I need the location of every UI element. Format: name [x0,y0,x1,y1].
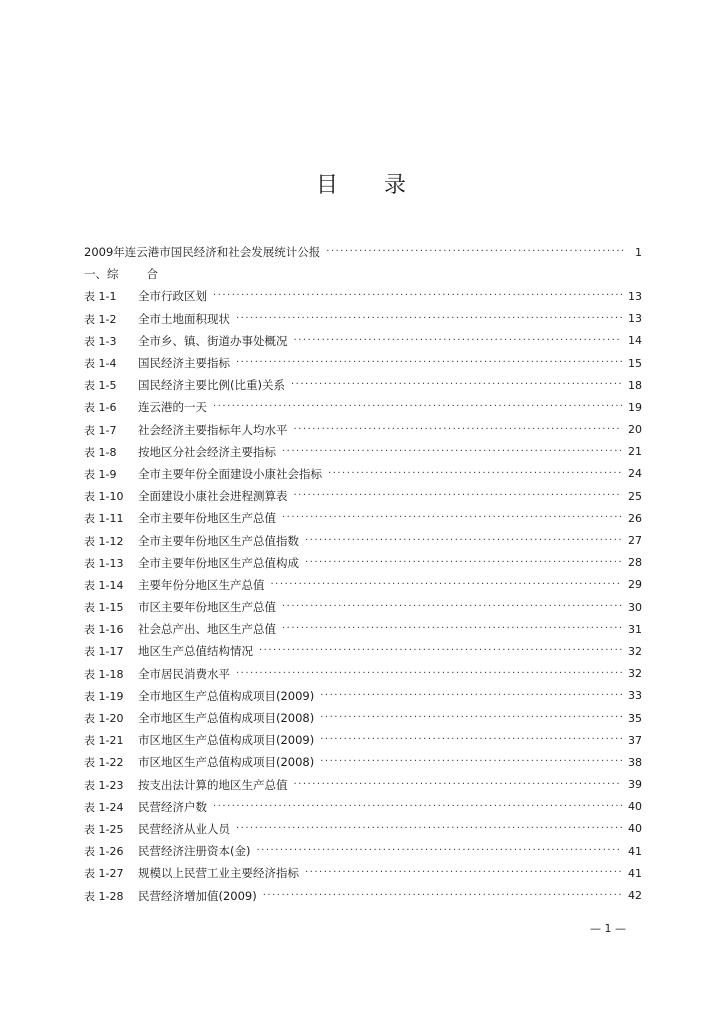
leader-dots [328,469,622,479]
toc-entry-label: 全市主要年份全面建设小康社会指标 [138,466,322,481]
toc-entry-label: 民营经济注册资本(金) [138,844,251,859]
toc-entry-row[interactable] [84,441,642,463]
toc-entry-page: 35 [628,711,642,725]
toc-entry-row[interactable] [84,685,642,707]
leader-dots [282,447,622,457]
toc-entry-page: 25 [628,489,642,503]
leader-dots [320,757,622,767]
leader-dots [294,491,623,501]
toc-entry-number: 表 1-6 [84,401,117,415]
toc-entry-number: 表 1-22 [84,756,124,770]
toc-entry-number: 表 1-2 [84,312,117,326]
toc-entry-row[interactable] [84,419,642,441]
toc-entry-number: 表 1-20 [84,712,124,726]
toc-entry-row[interactable] [84,552,642,574]
leader-dots [213,291,622,301]
toc-entry-number: 表 1-10 [84,490,124,504]
toc-entry-row[interactable] [84,308,642,330]
toc-entry-page: 28 [628,556,642,570]
toc-entry-label: 市区地区生产总值构成项目(2008) [138,755,315,770]
toc-entry-number: 表 1-13 [84,556,124,570]
page-title [0,168,724,199]
toc-entry-page: 20 [628,423,642,437]
toc-entry-row[interactable] [84,463,642,485]
toc-entry-number: 表 1-21 [84,734,124,748]
toc-entry-number: 表 1-12 [84,534,124,548]
toc-entry-page: 37 [628,733,642,747]
toc-entry-number: 表 1-16 [84,623,124,637]
toc-intro-label: 2009年连云港市国民经济和社会发展统计公报 [84,245,321,260]
leader-dots [282,513,622,523]
toc-entry-page: 31 [628,622,642,636]
toc-entry-page: 40 [628,800,642,814]
leader-dots [282,624,622,634]
toc-entry-page: 30 [628,600,642,614]
toc-entry-number: 表 1-1 [84,290,117,304]
toc-entry-number: 表 1-8 [84,445,117,459]
toc-entry-page: 14 [628,334,642,348]
toc-entry-label: 地区生产总值结构情况 [138,644,253,659]
toc-entry-row[interactable] [84,640,642,662]
toc-section-heading [84,263,642,285]
toc-entry-page: 32 [628,644,642,658]
leader-dots [305,536,622,546]
toc-entry-label: 全市居民消费水平 [138,666,230,681]
title-part-2: 录 [384,173,409,198]
toc-entry-page: 29 [628,578,642,592]
toc-intro-row[interactable] [84,241,642,263]
toc-entry-label: 社会总产出、地区生产总值 [138,622,276,637]
leader-dots [263,891,622,901]
leader-dots [320,691,622,701]
toc-entry-label: 全市主要年份地区生产总值构成 [138,555,299,570]
toc-entry-number: 表 1-24 [84,800,124,814]
toc-entry-label: 市区地区生产总值构成项目(2009) [138,733,315,748]
leader-dots [294,425,623,435]
toc-entry-row[interactable] [84,596,642,618]
toc-entry-label: 民营经济从业人员 [138,821,230,836]
toc-entry-page: 21 [628,445,642,459]
toc-entry-row[interactable] [84,507,642,529]
toc-entry-row[interactable] [84,818,642,840]
toc-entry-page: 41 [628,844,642,858]
toc-entry-page: 15 [628,356,642,370]
toc-entry-row[interactable] [84,862,642,884]
section-prefix: 一、综 [84,267,119,282]
toc-entry-number: 表 1-18 [84,667,124,681]
toc-entry-label: 国民经济主要比例(比重)关系 [138,378,285,393]
title-part-1: 目 [315,173,340,198]
toc-entry-number: 表 1-25 [84,822,124,836]
toc-entry-page: 27 [628,534,642,548]
toc-entry-label: 全市主要年份地区生产总值指数 [138,533,299,548]
toc-entry-row[interactable] [84,352,642,374]
toc-entry-row[interactable] [84,729,642,751]
toc-entry-number: 表 1-14 [84,578,124,592]
toc-entry-number: 表 1-11 [84,512,124,526]
toc-entry-page: 41 [628,866,642,880]
toc-entry-number: 表 1-17 [84,645,124,659]
leader-dots [320,713,622,723]
toc-entry-row[interactable] [84,574,642,596]
toc-entry-page: 42 [628,889,642,903]
toc-entry-number: 表 1-9 [84,467,117,481]
toc-entry-page: 18 [628,378,642,392]
toc-intro-page: 1 [635,245,642,259]
toc-entry-row[interactable] [84,396,642,418]
toc-entry-label: 民营经济户数 [138,799,207,814]
leader-dots [294,780,623,790]
toc-entry-row[interactable] [84,529,642,551]
leader-dots [213,402,622,412]
toc-entry-number: 表 1-15 [84,601,124,615]
toc-entry-page: 24 [628,467,642,481]
toc-entry-row[interactable] [84,707,642,729]
toc-entry-page: 33 [628,689,642,703]
toc-entry-row[interactable] [84,618,642,640]
toc-entry-label: 市区主要年份地区生产总值 [138,600,276,615]
toc-entry-page: 13 [628,312,642,326]
toc-entry-number: 表 1-4 [84,357,117,371]
toc-entry-label: 全市地区生产总值构成项目(2009) [138,688,315,703]
toc-entry-row[interactable] [84,840,642,862]
leader-dots [305,558,622,568]
leader-dots [320,735,622,745]
toc-entry-number: 表 1-26 [84,845,124,859]
toc-entry-row[interactable] [84,663,642,685]
leader-dots [236,669,622,679]
toc-entry-label: 全市行政区划 [138,289,207,304]
leader-dots [256,846,622,856]
toc-entry-row[interactable] [84,774,642,796]
toc-entry-label: 连云港的一天 [138,400,207,415]
toc-entry-number: 表 1-7 [84,423,117,437]
leader-dots [305,868,622,878]
toc-entry-number: 表 1-28 [84,889,124,903]
toc-entry-row[interactable] [84,285,642,307]
leader-dots [291,380,622,390]
toc-entry-label: 民营经济增加值(2009) [138,888,257,903]
toc-entry-label: 主要年份分地区生产总值 [138,577,265,592]
toc-entry-row[interactable] [84,330,642,352]
toc-entry-page: 32 [628,667,642,681]
toc-entry-label: 按支出法计算的地区生产总值 [138,777,288,792]
table-of-contents [84,241,642,907]
leader-dots [236,358,622,368]
toc-entry-row[interactable] [84,796,642,818]
leader-dots [236,824,622,834]
page-number-footer: — 1 — [590,922,626,935]
toc-entry-label: 全市主要年份地区生产总值 [138,511,276,526]
leader-dots [271,580,623,590]
toc-entry-row[interactable] [84,374,642,396]
toc-entry-number: 表 1-23 [84,778,124,792]
toc-entry-page: 26 [628,511,642,525]
toc-entry-row[interactable] [84,485,642,507]
toc-entry-label: 规模以上民营工业主要经济指标 [138,866,299,881]
toc-entry-row[interactable] [84,751,642,773]
leader-dots [236,314,622,324]
toc-entry-number: 表 1-19 [84,689,124,703]
toc-entry-number: 表 1-27 [84,867,124,881]
toc-entry-label: 全市土地面积现状 [138,311,230,326]
leader-dots [294,336,623,346]
toc-entry-row[interactable] [84,884,642,906]
leader-dots [326,247,624,257]
leader-dots [282,602,622,612]
toc-entry-label: 全市地区生产总值构成项目(2008) [138,711,315,726]
toc-entry-page: 39 [628,778,642,792]
toc-entry-page: 38 [628,755,642,769]
toc-entry-page: 40 [628,822,642,836]
toc-entry-label: 国民经济主要指标 [138,356,230,371]
toc-entry-label: 社会经济主要指标年人均水平 [138,422,288,437]
toc-entry-number: 表 1-3 [84,334,117,348]
leader-dots [213,802,622,812]
toc-entry-label: 全面建设小康社会进程测算表 [138,489,288,504]
toc-entry-label: 全市乡、镇、街道办事处概况 [138,333,288,348]
section-suffix: 合 [146,267,158,282]
leader-dots [259,646,622,656]
toc-entry-page: 19 [628,400,642,414]
toc-entry-label: 按地区分社会经济主要指标 [138,444,276,459]
toc-entry-number: 表 1-5 [84,379,117,393]
toc-entry-page: 13 [628,289,642,303]
